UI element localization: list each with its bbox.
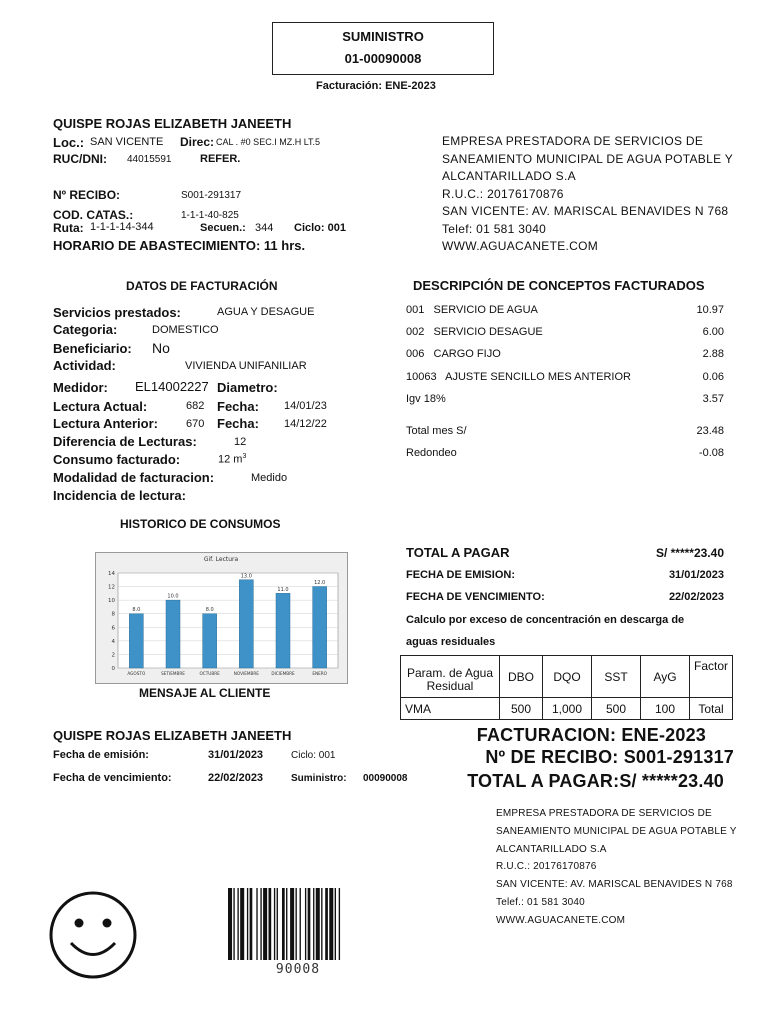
chart-x-tick: AGOSTO [127,671,146,676]
stub-ciclo: Ciclo: 001 [291,750,336,761]
refer-label: REFER. [200,153,241,165]
chart-bar [313,587,327,668]
barcode-bar [300,888,301,960]
stub-recibo: Nº DE RECIBO: S001-291317 [485,747,734,767]
chart-value-label: 10.0 [167,593,179,600]
barcode-bar [290,888,294,960]
params-value-row [401,698,733,720]
stub-customer-name: QUISPE ROJAS ELIZABETH JANEETH [53,728,292,743]
consumo-label: Consumo facturado: [53,452,181,467]
consumo-unit-sup: 3 [242,453,247,460]
barcode-bar [325,888,328,960]
suministro-number: 01-00090008 [344,51,422,66]
chart-x-tick: ENERO [312,671,327,676]
barcode-bar [263,888,267,960]
barcode-bar [335,888,336,960]
barcode-bar [247,888,248,960]
company-footer-address: SAN VICENTE: AV. MARISCAL BENAVIDES N 768 [496,879,733,891]
ciclo-label: Ciclo: 001 [294,222,346,234]
barcode-bar [339,888,340,960]
medidor-value: EL14002227 [135,379,209,394]
redondeo-value: -0.08 [698,447,724,459]
concept-amount: 0.06 [702,371,724,383]
lectura-actual-value: 682 [186,400,205,412]
lectura-actual-label: Lectura Actual: [53,399,148,414]
dbo-value: 500 [500,698,543,720]
concept-desc: 006 CARGO FIJO [406,348,501,360]
company-footer-ruc: R.U.C.: 20176170876 [496,861,597,873]
barcode-bar [316,888,320,960]
chart-x-tick: SETIEMBRE [161,671,185,676]
ayg-value: 100 [641,698,690,720]
barcode-bar [329,888,333,960]
company-ruc: R.U.C.: 20176170876 [442,186,564,201]
stub-vencimiento-value: 22/02/2023 [208,772,264,784]
lectura-anterior-label: Lectura Anterior: [53,416,158,431]
horario: HORARIO DE ABASTECIMIENTO: 11 hrs. [53,238,306,253]
recibo-value: S001-291317 [181,190,242,201]
concept-amount: 6.00 [702,326,724,338]
company-footer-line3: ALCANTARILLADO S.A [496,843,607,855]
servicios-value: AGUA Y DESAGUE [217,306,315,318]
customer-name: QUISPE ROJAS ELIZABETH JANEETH [53,116,292,131]
company-footer-phone: Telef.: 01 581 3040 [496,896,585,908]
factor-total: Total [690,698,733,720]
chart-bar [166,600,180,668]
barcode-bar [269,888,272,960]
fecha-actual-value: 14/01/23 [284,400,327,412]
consumo-value [218,453,246,466]
ruc-label: RUC/DNI: [53,152,107,166]
barcode-bar [321,888,322,960]
history-title: HISTORICO DE CONSUMOS [120,517,281,531]
chart-y-tick: 14 [108,571,115,577]
barcode-bar [277,888,278,960]
catas-value: 1-1-1-40-825 [181,210,239,221]
secuen-label: Secuen.: [200,222,246,234]
dqo-value: 1,000 [543,698,592,720]
redondeo-label: Redondeo [406,447,457,459]
modalidad-value: Medido [251,472,288,484]
concept-amount: 10.97 [696,304,724,316]
company-footer-line1: EMPRESA PRESTADORA DE SERVICIOS DE [496,808,712,819]
chart-value-label: 8.0 [205,607,214,614]
company-footer-web: WWW.AGUACANETE.COM [496,914,626,926]
sst-value: 500 [592,698,641,720]
mensaje-cliente: MENSAJE AL CLIENTE [139,686,271,700]
barcode-bar [260,888,261,960]
chart-svg [96,553,347,683]
company-line1: EMPRESA PRESTADORA DE SERVICIOS DE [442,134,704,148]
barcode-bar [240,888,244,960]
company-info [442,133,733,256]
barcode-bar [313,888,314,960]
chart-plot-area [118,573,338,668]
stub-vencimiento-label: Fecha de vencimiento: [53,772,172,784]
suministro-box [272,22,494,75]
emision-value: 31/01/2023 [668,569,724,581]
diferencia-value: 12 [234,436,247,448]
chart-x-tick: DICIEMBRE [271,671,295,676]
company-footer-line2: SANEAMIENTO MUNICIPAL DE AGUA POTABLE Y [496,825,737,837]
chart-value-label: 13.0 [240,573,252,580]
diametro-label: Diametro: [217,380,278,395]
barcode [228,888,368,970]
vencimiento-label: FECHA DE VENCIMIENTO: [406,591,545,603]
chart-x-tick: NOVIEMBRE [233,671,259,676]
categoria-value: DOMESTICO [152,324,219,336]
recibo-label: Nº RECIBO: [53,188,121,202]
beneficiario-value: No [152,340,170,356]
ruta-value: 1-1-1-14-344 [90,221,154,233]
secuen-value: 344 [255,222,274,234]
loc-label: Loc.: [53,135,85,150]
barcode-bar [308,888,311,960]
stub-suministro-value: 00090008 [363,773,408,784]
incidencia-label: Incidencia de lectura: [53,488,186,503]
emision-label: FECHA DE EMISION: [406,569,515,581]
beneficiario-label: Beneficiario: [53,341,132,356]
concept-desc: Igv 18% [406,393,446,405]
actividad-value: VIVIENDA UNIFANILIAR [185,360,307,372]
dqo-header: DQO [543,656,592,698]
barcode-bar [286,888,287,960]
chart-y-tick: 4 [111,638,115,645]
company-phone: Telef: 01 581 3040 [442,221,547,236]
modalidad-label: Modalidad de facturacion: [53,470,215,485]
params-header-row [401,656,733,698]
direc-label: Direc: [180,135,215,149]
total-pagar-label: TOTAL A PAGAR [406,545,510,560]
chart-title: Gif. Lectura [203,556,239,563]
barcode-bar [274,888,275,960]
barcode-number: 90008 [275,962,321,977]
chart-y-tick: 8 [111,611,115,618]
facturacion-period: Facturación: ENE-2023 [316,80,436,92]
consumo-number: 12 m [218,453,243,466]
chart-y-tick: 0 [111,666,115,672]
ayg-header: AyG [641,656,690,698]
chart-value-label: 11.0 [277,586,289,593]
chart-bar [276,593,290,668]
medidor-label: Medidor: [53,380,108,395]
barcode-bar [256,888,257,960]
chart-y-tick: 6 [111,625,115,632]
company-web: WWW.AGUACANETE.COM [442,239,599,253]
chart-value-label: 8.0 [132,607,141,614]
total-pagar-value: S/ *****23.40 [655,546,724,560]
loc-value: SAN VICENTE [90,136,164,148]
categoria-label: Categoria: [53,322,118,337]
concept-desc: 10063 AJUSTE SENCILLO MES ANTERIOR [406,371,631,383]
ruc-value: 44015591 [127,154,172,165]
concepts-title: DESCRIPCIÓN DE CONCEPTOS FACTURADOS [413,278,705,293]
barcode-bar [233,888,234,960]
chart-bar [203,614,217,668]
barcode-bar [305,888,306,960]
chart-bar [129,614,143,668]
concept-desc: 001 SERVICIO DE AGUA [406,304,538,316]
company-address: SAN VICENTE: AV. MARISCAL BENAVIDES N 768 [442,204,729,218]
chart-value-label: 12.0 [314,580,326,587]
stub-facturacion: FACTURACION: ENE-2023 [476,725,706,745]
barcode-bar [250,888,253,960]
diferencia-label: Diferencia de Lecturas: [53,434,197,449]
direc-value: CAL . #0 SEC.I MZ.H LT.5 [216,137,321,147]
concept-amount: 3.57 [702,393,724,405]
param-header: Param. de Agua Residual [401,656,500,698]
servicios-label: Servicios prestados: [53,305,181,320]
stub-total: TOTAL A PAGAR:S/ *****23.40 [467,771,724,791]
company-footer-info [496,805,737,930]
calculo-line2: aguas residuales [406,636,496,648]
company-line3: ALCANTARILLADO S.A [442,169,576,183]
chart-x-tick: OCTUBRE [199,671,220,676]
total-mes-label: Total mes S/ [406,425,467,437]
total-mes-value: 23.48 [696,425,724,437]
calculo-line1: Calculo por exceso de concentración en descarga de [406,614,685,626]
sst-header: SST [592,656,641,698]
billing-title: DATOS DE FACTURACIÓN [126,279,278,293]
fecha-anterior-value: 14/12/22 [284,418,327,430]
barcode-bar [228,888,232,960]
consumption-chart [95,552,348,684]
suministro-label: SUMINISTRO [342,29,424,44]
factor-header: Factor [690,656,733,698]
concept-amount: 2.88 [702,348,724,360]
chart-y-tick: 2 [111,652,115,659]
params-table [400,655,733,720]
stub-emision-label: Fecha de emisión: [53,749,149,761]
stub-emision-value: 31/01/2023 [208,749,264,761]
stub-suministro-label: Suministro: [291,773,347,784]
lectura-anterior-value: 670 [186,418,205,430]
actividad-label: Actividad: [53,358,116,373]
chart-y-tick: 12 [108,584,115,591]
concept-desc: 002 SERVICIO DESAGUE [406,326,543,338]
smiley-icon [48,890,138,980]
ruta-label: Ruta: [53,221,84,235]
fecha-actual-label: Fecha: [217,399,259,414]
catas-label: COD. CATAS.: [53,208,134,222]
barcode-bar [282,888,285,960]
vencimiento-value: 22/02/2023 [668,591,724,603]
dbo-header: DBO [500,656,543,698]
barcode-bar [237,888,238,960]
fecha-anterior-label: Fecha: [217,416,259,431]
company-line2: SANEAMIENTO MUNICIPAL DE AGUA POTABLE Y [442,151,734,166]
chart-y-tick: 10 [108,598,115,605]
vma-cell: VMA [401,698,500,720]
chart-bar [239,580,253,668]
barcode-bar [296,888,297,960]
